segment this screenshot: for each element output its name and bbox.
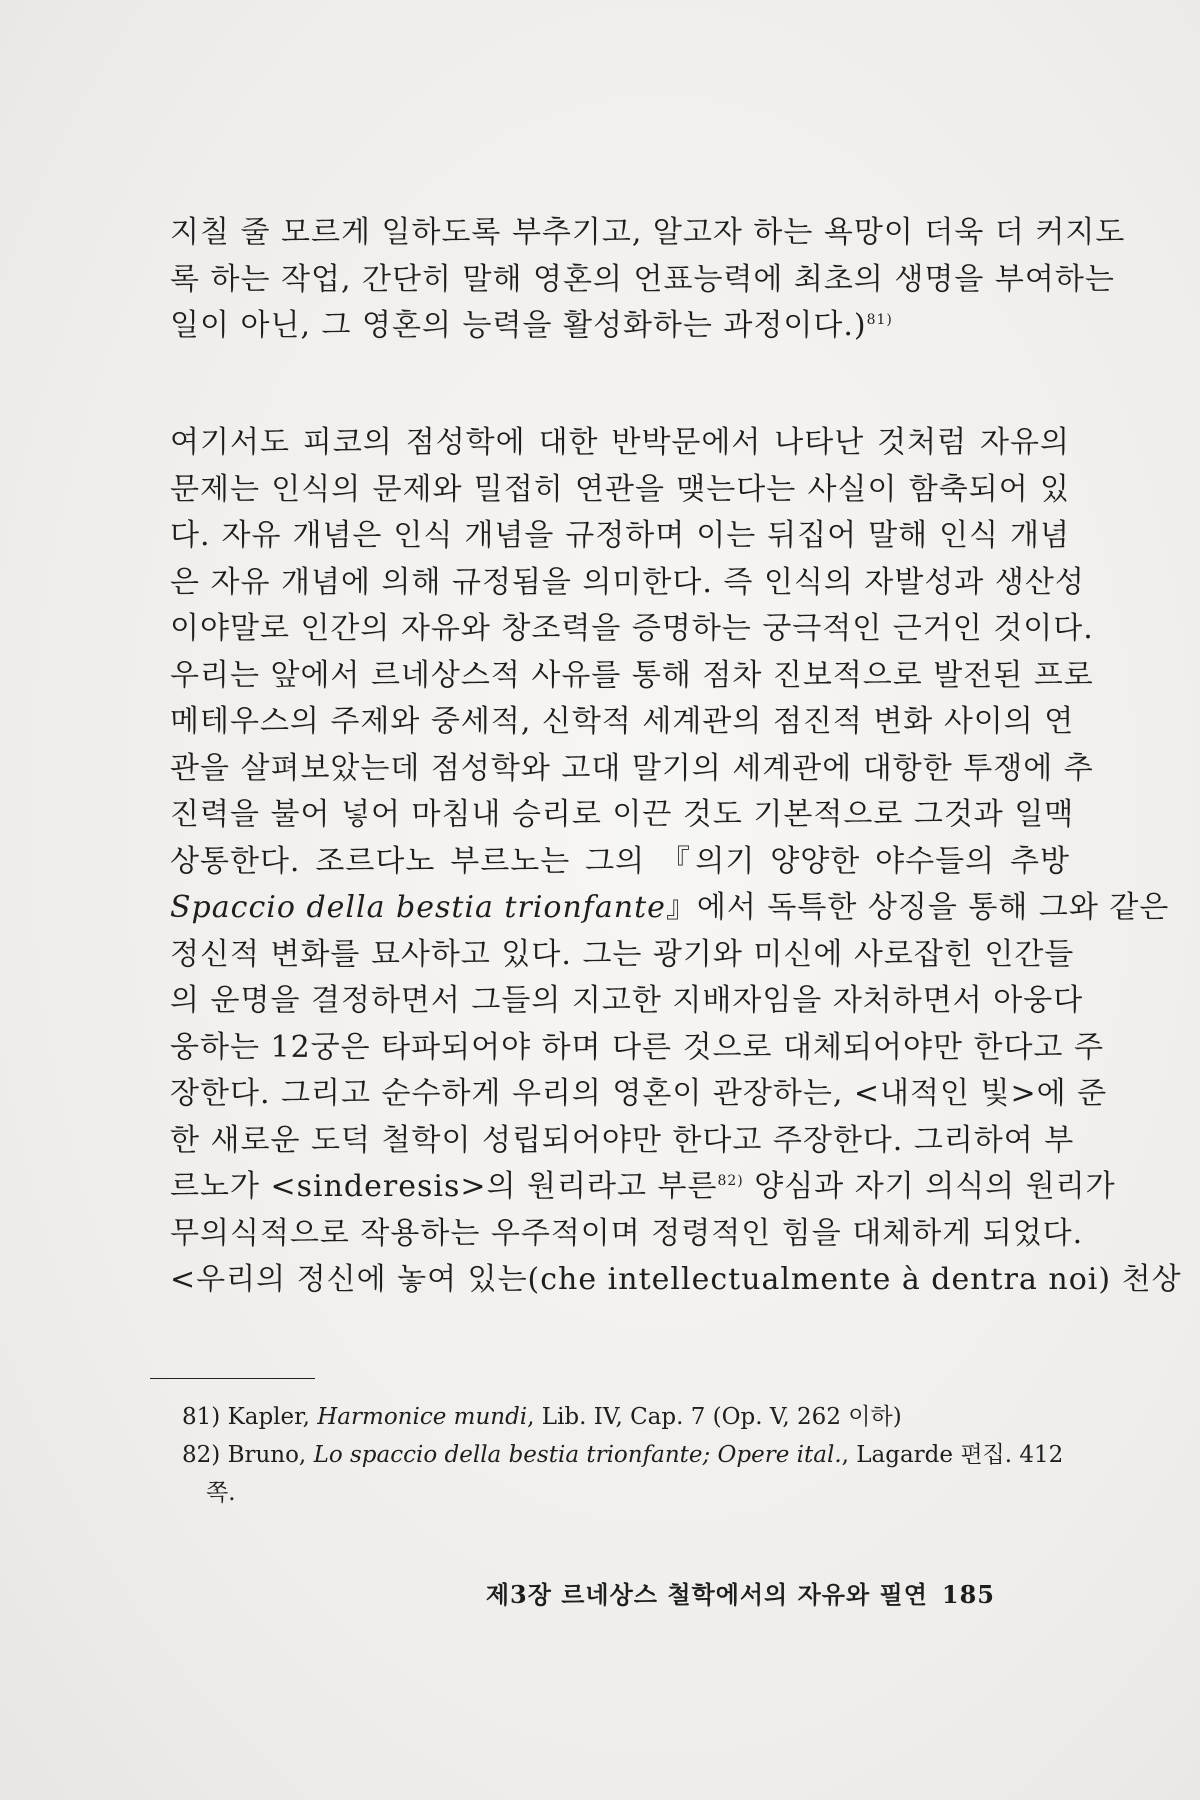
text-line: 메테우스의 주제와 중세적, 신학적 세계관의 점진적 변화 사이의 연: [170, 704, 1075, 739]
text-segment: 일이 아닌, 그 영혼의 능력을 활성화하는 과정이다.): [170, 308, 867, 343]
footnote-82: [182, 1436, 1062, 1474]
text-segment: 르노가 <sinderesis>의 원리라고 부른: [170, 1169, 718, 1204]
paragraph-1: [170, 210, 1126, 350]
text-line: 의 운명을 결정하면서 그들의 지고한 지배자임을 자처하면서 아웅다: [170, 983, 1084, 1018]
footnote-81: [182, 1398, 1062, 1436]
italic-title: Spaccio della bestia trionfante: [170, 890, 666, 925]
footnote-ref-81[interactable]: 81): [866, 312, 893, 328]
text-line: 여기서도 피코의 점성학에 대한 반박문에서 나타난 것처럼 자유의: [170, 425, 1070, 460]
footnote-number: 81): [182, 1404, 221, 1430]
text-line: [170, 1164, 1116, 1211]
text-line: 정신적 변화를 묘사하고 있다. 그는 광기와 미신에 사로잡힌 인간들: [170, 936, 1075, 972]
text-line: 무의식적으로 작용하는 우주적이며 정령적인 힘을 대체하게 되었다.: [170, 1215, 1084, 1251]
footnote-title: Harmonice mundi: [317, 1404, 528, 1430]
text-line: 한 새로운 도덕 철학이 성립되어야만 한다고 주장한다. 그리하여 부: [170, 1122, 1075, 1158]
text-line: <우리의 정신에 놓여 있는(che intellectualmente à dentra noi) 천상: [170, 1262, 1182, 1297]
text-segment: 』에서 독특한 상징을 통해 그와 같은: [665, 890, 1170, 925]
text-line: 진력을 불어 넣어 마침내 승리로 이끈 것도 기본적으로 그것과 일맥: [170, 797, 1075, 832]
text-line: 다. 자유 개념은 인식 개념을 규정하며 이는 뒤집어 말해 인식 개념: [170, 518, 1070, 553]
footnote-title: Lo spaccio della bestia trionfante; Opere ital.: [313, 1442, 842, 1468]
footnote-author: Kapler,: [227, 1404, 318, 1430]
footnotes: [182, 1398, 1062, 1512]
text-line: 지칠 줄 모르게 일하도록 부추기고, 알고자 하는 욕망이 더욱 더 커지도: [170, 215, 1126, 250]
footnote-number: 82): [182, 1442, 221, 1468]
text-line: 상통한다. 조르다노 부르노는 그의 『의기 양양한 야수들의 추방: [170, 843, 1070, 879]
paragraph-2: [170, 420, 1182, 1304]
text-line: 이야말로 인간의 자유와 창조력을 증명하는 궁극적인 근거인 것이다.: [170, 611, 1094, 646]
footnote-author: Bruno,: [227, 1442, 314, 1468]
running-footer: [486, 1575, 995, 1610]
text-line: 록 하는 작업, 간단히 말해 영혼의 언표능력에 최초의 생명을 부여하는: [170, 261, 1115, 297]
footnote-detail: , Lagarde 편집. 412: [841, 1442, 1064, 1468]
text-line: [170, 885, 1170, 932]
text-line: 우리는 앞에서 르네상스적 사유를 통해 점차 진보적으로 발전된 프로: [170, 657, 1094, 693]
text-line: 문제는 인식의 문제와 밀접히 연관을 맺는다는 사실이 함축되어 있: [170, 471, 1070, 507]
chapter-title: 제3장 르네상스 철학에서의 자유와 필연: [485, 1580, 928, 1609]
text-line: 장한다. 그리고 순수하게 우리의 영혼이 관장하는, <내적인 빛>에 준: [170, 1076, 1108, 1111]
footnote-82-continuation: 쪽.: [206, 1480, 236, 1506]
footnote-detail: , Lib. IV, Cap. 7 (Op. V, 262 이하): [527, 1404, 902, 1430]
text-line: 웅하는 12궁은 타파되어야 하며 다른 것으로 대체되어야만 한다고 주: [170, 1029, 1104, 1065]
text-segment: 양심과 자기 의식의 원리가: [743, 1169, 1116, 1204]
footnote-ref-82[interactable]: 82): [717, 1173, 744, 1189]
page-number: 185: [941, 1580, 995, 1609]
footnote-divider: [150, 1378, 315, 1379]
text-line: 은 자유 개념에 의해 규정됨을 의미한다. 즉 인식의 자발성과 생산성: [170, 564, 1085, 600]
text-line: [170, 303, 1070, 350]
text-line: 관을 살펴보았는데 점성학와 고대 말기의 세계관에 대항한 투쟁에 추: [170, 750, 1094, 786]
